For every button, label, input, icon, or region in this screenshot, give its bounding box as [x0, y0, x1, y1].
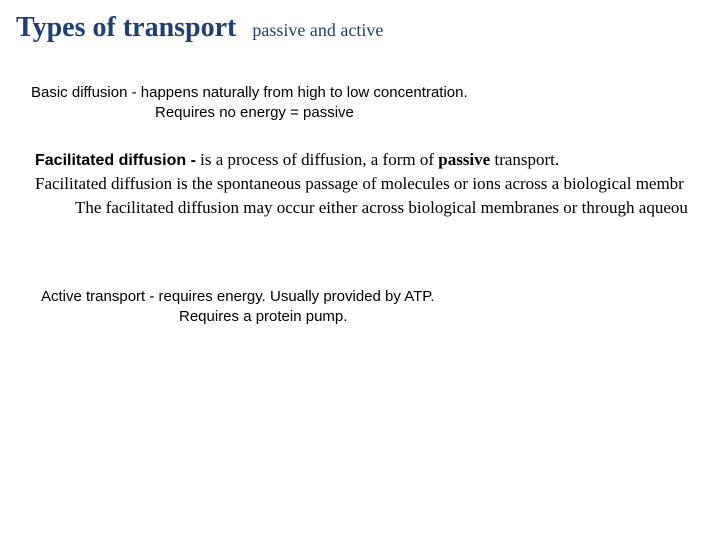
slide-title: Types of transport	[16, 12, 237, 43]
facilitated-line-1-bold: passive	[438, 150, 491, 169]
basic-diffusion-line-2: Requires no energy = passive	[155, 104, 354, 121]
facilitated-line-1-post: transport.	[490, 150, 560, 169]
facilitated-diffusion-line-3: The facilitated diffusion may occur either across biological membranes or through aqueou	[75, 198, 688, 217]
active-transport-line-2: Requires a protein pump.	[179, 308, 348, 325]
facilitated-diffusion-line-1	[35, 150, 559, 170]
title-row	[16, 12, 383, 44]
active-transport-line-1: Active transport - requires energy. Usually provided by ATP.	[41, 288, 435, 305]
facilitated-diffusion-line-2: Facilitated diffusion is the spontaneous passage of molecules or ions across a biological membr	[35, 174, 684, 193]
facilitated-line-1-pre: is a process of diffusion, a form of	[195, 150, 439, 169]
basic-diffusion-line-1: Basic diffusion - happens naturally from high to low concentration.	[31, 84, 468, 101]
slide-subtitle: passive and active	[252, 20, 384, 40]
facilitated-diffusion-term: Facilitated diffusion -	[35, 152, 196, 169]
